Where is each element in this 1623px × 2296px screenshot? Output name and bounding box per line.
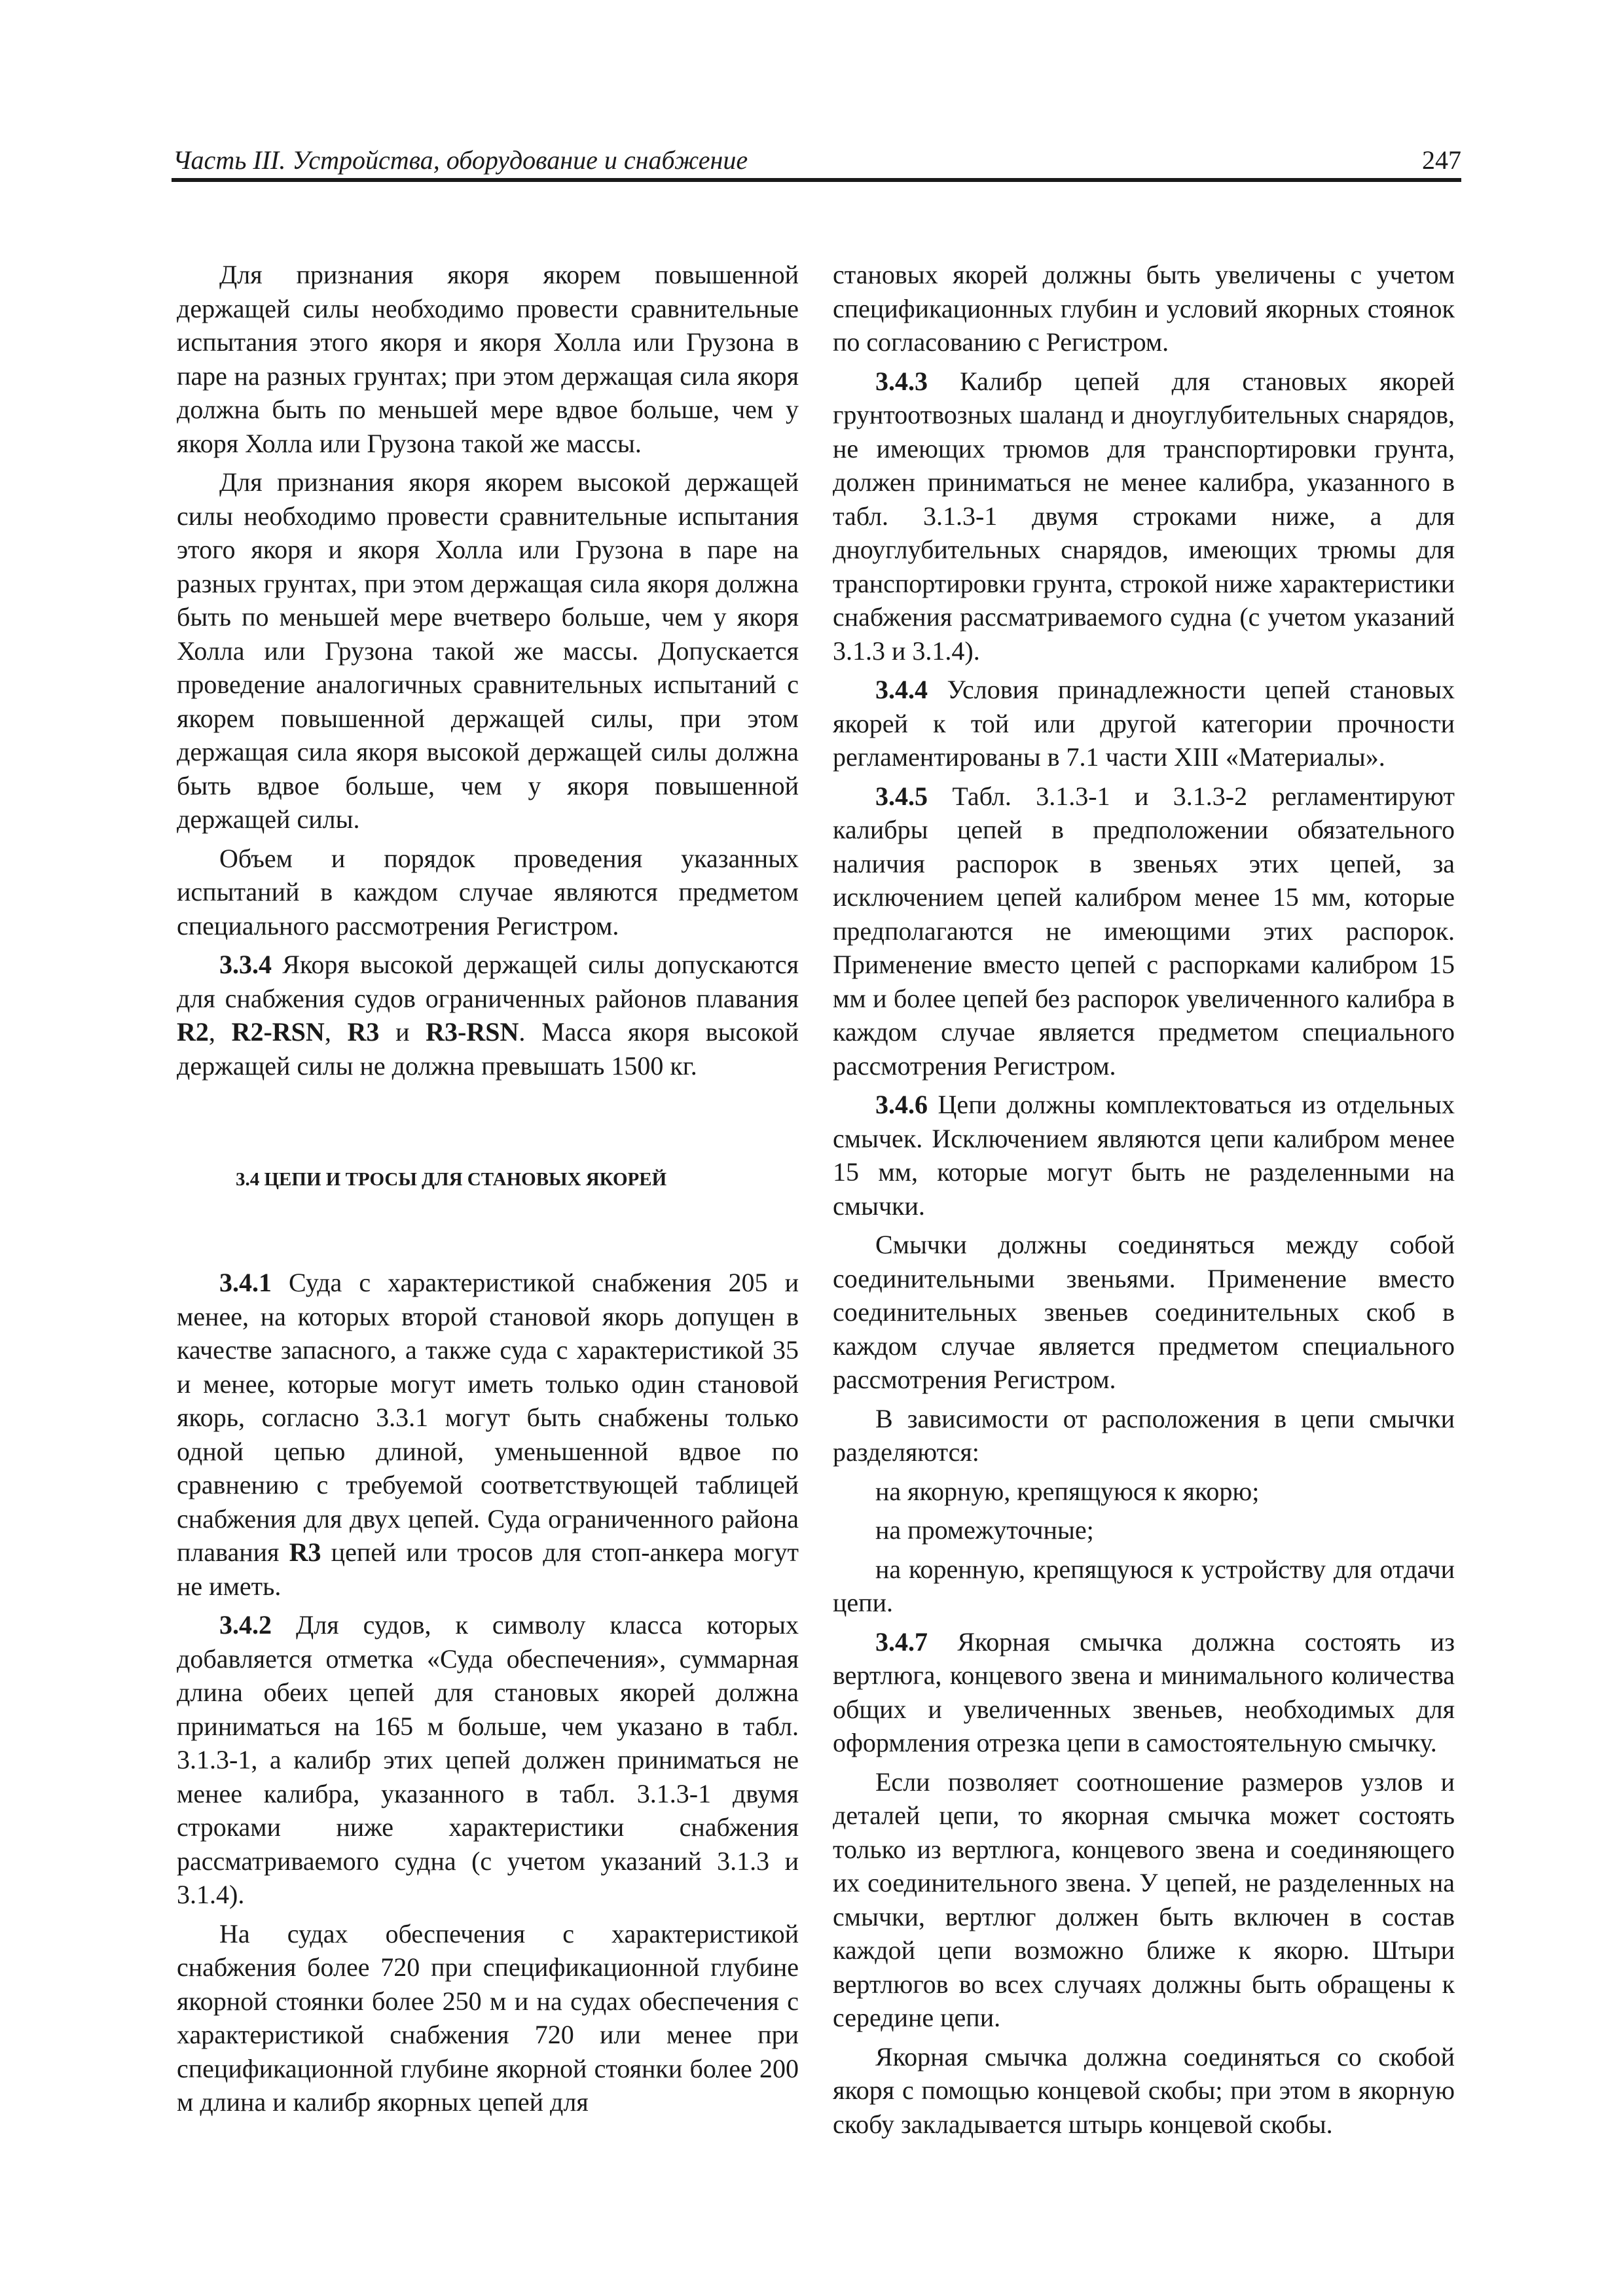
list-item: на якорную, крепящуюся к якорю; xyxy=(875,1476,1260,1506)
paragraph: Объем и порядок проведения указанных испытаний в каждом случае являются предметом специального рассмотрения Регистром. xyxy=(177,843,799,941)
clause-number: 3.4.6 xyxy=(875,1090,928,1119)
paragraph-continued: становых якорей должны быть увеличены с учетом спецификационных глубин и условий якорных стоянок по согласованию с Регистром. xyxy=(833,260,1455,357)
paragraph: В зависимости от расположения в цепи смычки разделяются: xyxy=(833,1403,1455,1467)
paragraph-3-4-6: 3.4.6 Цепи должны комплектоваться из отдельных смычек. Исключением являются цепи калибром менее 15 мм, которые могут быть не разделенными на смычки. xyxy=(833,1090,1455,1221)
clause-number: 3.4.5 xyxy=(875,781,928,811)
section-title: 3.4 ЦЕПИ И ТРОСЫ ДЛЯ СТАНОВЫХ ЯКОРЕЙ xyxy=(236,1169,667,1190)
list-item: на коренную, крепящуюся к устройству для отдачи цепи. xyxy=(833,1554,1455,1617)
clause-number: 3.4.7 xyxy=(875,1626,928,1657)
clause-number: 3.4.2 xyxy=(219,1610,272,1640)
paragraph-3-4-4: 3.4.4 Условия принадлежности цепей становых якорей к той или другой категории прочности регламентированы в 7.1 части XIII «Материалы». xyxy=(833,675,1455,772)
paragraph: Якорная смычка должна соединяться со скобой якоря с помощью концевой скобы; при этом в якорную скобу закладывается штырь концевой скобы. xyxy=(833,2041,1455,2139)
clause-number: 3.4.4 xyxy=(875,675,928,704)
paragraph-3-4-1: 3.4.1 Суда с характеристикой снабжения 205 и менее, на которых второй становой якорь допущен в качестве запасного, а также суда с характеристикой 35 и менее, которые могут иметь только один становой якорь, согласно 3.3.1 могут быть снабжены только одной цепью длиной, уменьшенной вдвое по сравнению с требуемой соответствующей таблицей снабжения для двух цепей. Суда ограниченного района плавания R3 цепей или тросов для стоп-анкера могут не иметь. xyxy=(177,1268,799,1601)
paragraph: Для признания якоря якорем высокой держащей силы необходимо провести сравнительные испытания этого якоря и якоря Холла или Грузона в паре на разных грунтах, при этом держащая сила якоря должна быть по меньшей мере вчетверо больше, чем у якоря Холла или Грузона такой же массы. Допускается проведение аналогичных сравнительных испытаний с якорем повышенной держащей силы, при этом держащая сила якоря высокой держащей силы должна быть вдвое больше, чем у якоря повышенной держащей силы. xyxy=(177,467,799,834)
paragraph-3-4-7: 3.4.7 Якорная смычка должна состоять из вертлюга, концевого звена и минимального количества общих и увеличенных звеньев, необходимых для оформления отрезка цепи в самостоятельную смычку. xyxy=(833,1626,1455,1757)
page-number: 247 xyxy=(1422,145,1461,175)
paragraph-3-3-4: 3.3.4 Якоря высокой держащей силы допускаются для снабжения судов ограниченных районов плавания R2, R2-RSN, R3 и R3-RSN. Масса якоря высокой держащей силы не должна превышать 1500 кг. xyxy=(177,950,799,1081)
running-header xyxy=(172,145,1461,182)
clause-number: 3.4.1 xyxy=(219,1268,272,1297)
header-title: Часть III. Устройства, оборудование и снабжение xyxy=(173,145,748,175)
left-column xyxy=(177,258,799,2125)
paragraph-3-4-3: 3.4.3 Калибр цепей для становых якорей грунтоотвозных шаланд и дноуглубительных снарядов, не имеющих трюмов для транспортировки грунта, должен приниматься не менее калибра, указанного в табл. 3.1.3-1 двумя строками ниже, а для дноуглубительных снарядов, имеющих трюмы для транспортировки грунта, строкой ниже характеристики снабжения рассматриваемого судна (с учетом указаний 3.1.3 и 3.1.4). xyxy=(833,366,1455,666)
right-column xyxy=(833,258,1455,2146)
paragraph-3-4-5: 3.4.5 Табл. 3.1.3-1 и 3.1.3-2 регламентируют калибры цепей в предположении обязательного наличия распорок в звеньях этих цепей, за исключением цепей калибром менее 15 мм, которые предполагаются не имеющими этих распорок. Применение вместо цепей с распорками калибром 15 мм и более цепей без распорок увеличенного калибра в каждом случае является предметом специального рассмотрения Регистром. xyxy=(833,781,1455,1081)
paragraph-3-4-2: 3.4.2 Для судов, к символу класса которых добавляется отметка «Суда обеспечения», суммарная длина обеих цепей для становых якорей должна приниматься на 165 м больше, чем указано в табл. 3.1.3-1, а калибр этих цепей должен приниматься не менее калибра, указанного в табл. 3.1.3-1 двумя строками ниже характеристики снабжения рассматриваемого судна (с учетом указаний 3.1.3 и 3.1.4). xyxy=(177,1610,799,1909)
paragraph: На судах обеспечения с характеристикой снабжения более 720 при спецификационной глубине якорной стоянки более 250 м и на судах обеспечения с характеристикой снабжения 720 или менее при спецификационной глубине якорной стоянки более 200 м длина и калибр якорных цепей для xyxy=(177,1918,799,2117)
clause-number: 3.3.4 xyxy=(219,950,272,979)
paragraph: Для признания якоря якорем повышенной держащей силы необходимо провести сравнительные испытания этого якоря и якоря Холла или Грузона в паре на разных грунтах; при этом держащая сила якоря должна быть по меньшей мере вдвое больше, чем у якоря Холла или Грузона такой же массы. xyxy=(177,260,799,458)
clause-number: 3.4.3 xyxy=(875,366,928,396)
paragraph: Смычки должны соединяться между собой соединительными звеньями. Применение вместо соединительных звеньев соединительных скоб в каждом случае является предметом специального рассмотрения Регистром. xyxy=(833,1230,1455,1394)
list-item: на промежуточные; xyxy=(875,1515,1094,1545)
paragraph: Если позволяет соотношение размеров узлов и деталей цепи, то якорная смычка может состоять только из вертлюга, концевого звена и соединяющего их соединительного звена. У цепей, не разделенных на смычки, вертлюг должен быть включен в состав каждой цепи возможно ближе к якорю. Штыри вертлюгов во всех случаях должны быть обращены к середине цепи. xyxy=(833,1767,1455,2032)
